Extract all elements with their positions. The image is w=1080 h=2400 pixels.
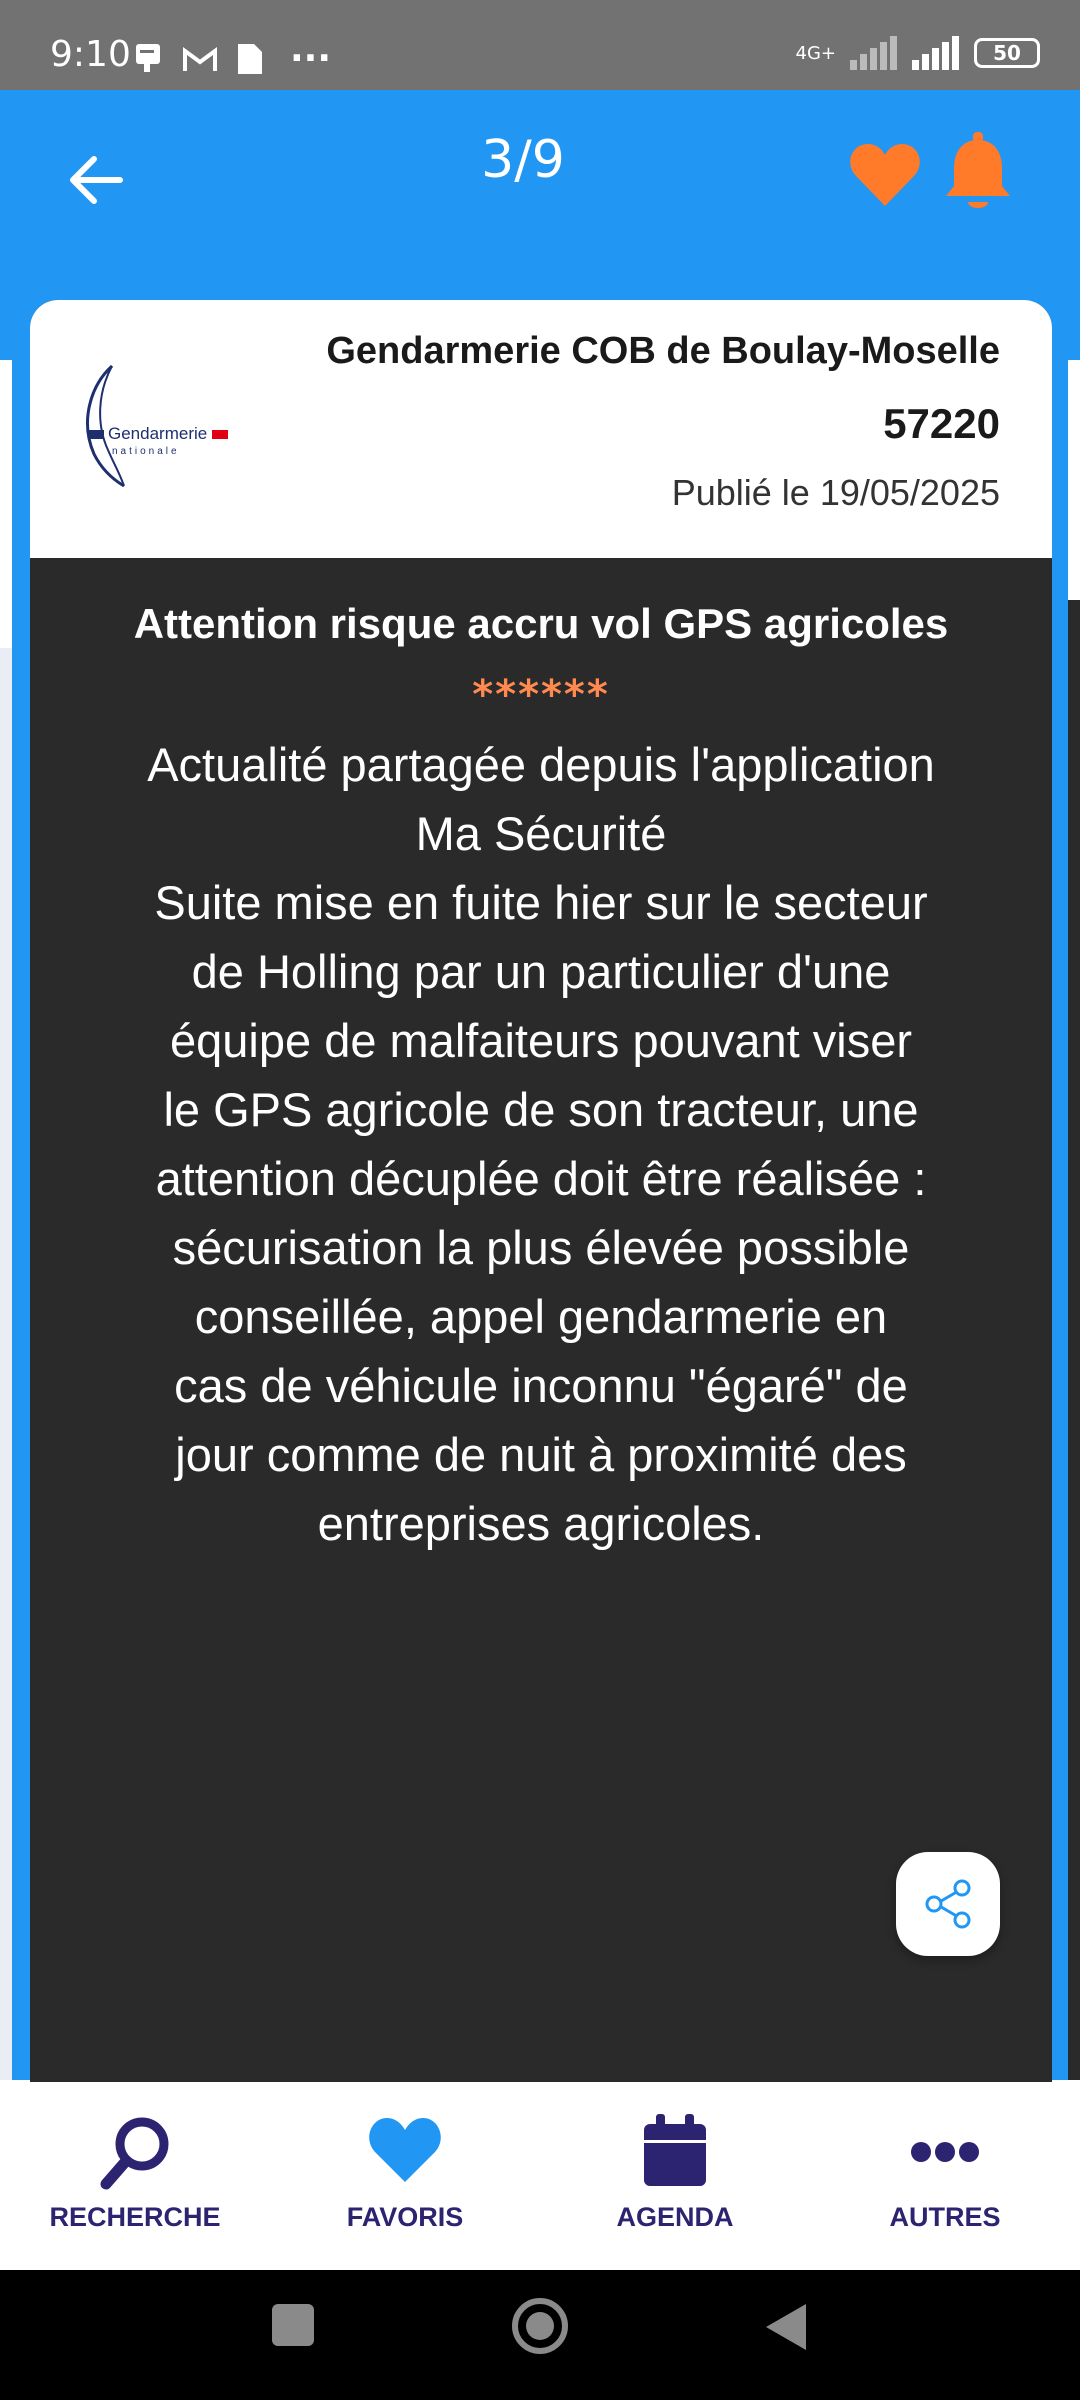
- share-icon: [922, 1878, 974, 1930]
- page-counter: 3/9: [481, 130, 565, 190]
- system-navigation-bar: [0, 2270, 1080, 2400]
- svg-text:nationale: nationale: [112, 446, 180, 457]
- chat-notification-icon: [134, 42, 164, 76]
- published-date: Publié le 19/05/2025: [671, 472, 1000, 513]
- status-indicators: [796, 36, 1040, 70]
- recents-button-icon[interactable]: [270, 2302, 316, 2348]
- search-icon: [96, 2114, 174, 2192]
- nav-label-agenda: AGENDA: [616, 2202, 734, 2232]
- file-icon: [236, 42, 264, 76]
- heart-icon: [367, 2114, 443, 2186]
- calendar-icon: [642, 2114, 708, 2188]
- previous-card-body-peek: [0, 648, 12, 2080]
- next-card-body-peek: [1068, 600, 1080, 2080]
- svg-text:Gendarmerie: Gendarmerie: [108, 424, 208, 443]
- card-header: [30, 300, 1052, 558]
- nav-autres[interactable]: [810, 2082, 1080, 2270]
- notification-bell-icon[interactable]: [940, 130, 1016, 216]
- postal-code: 57220: [883, 400, 1000, 447]
- organization-name: Gendarmerie COB de Boulay-Moselle: [326, 330, 1000, 372]
- favorite-heart-icon[interactable]: [848, 138, 922, 212]
- status-bar: [0, 0, 1080, 90]
- home-button-icon[interactable]: [510, 2296, 570, 2356]
- nav-favoris[interactable]: [270, 2082, 540, 2270]
- article-title: Attention risque accru vol GPS agricoles: [133, 600, 949, 647]
- status-time: 9:10: [50, 34, 131, 75]
- bottom-navigation: [0, 2082, 1080, 2270]
- nav-label-autres: AUTRES: [889, 2202, 1001, 2232]
- nav-agenda[interactable]: [540, 2082, 810, 2270]
- separator-stars: ******: [472, 672, 610, 718]
- network-type: 4G+: [795, 42, 836, 64]
- gendarmerie-logo: [78, 362, 238, 492]
- nav-recherche[interactable]: [0, 2082, 270, 2270]
- news-card: [30, 300, 1052, 2090]
- battery-indicator: 50: [974, 38, 1040, 68]
- more-icon: [909, 2114, 981, 2186]
- signal-icon-2: [912, 36, 960, 70]
- back-button-icon[interactable]: [762, 2302, 808, 2352]
- nav-label-recherche: RECHERCHE: [49, 2202, 221, 2232]
- nav-label-favoris: FAVORIS: [346, 2202, 464, 2232]
- more-notifications-icon: ···: [290, 38, 332, 79]
- gmail-icon: [182, 45, 218, 73]
- status-notification-icons: [134, 38, 331, 79]
- signal-icon: [850, 36, 898, 70]
- share-button[interactable]: [896, 1852, 1000, 1956]
- next-card-peek[interactable]: [1068, 360, 1080, 600]
- article-body: Actualité partagée depuis l'application Ma Sécurité Suite mise en fuite hier sur le secteur de Holling par un particulier d'une équipe de malfaiteurs pouvant viser le GPS agricole de son tracteur, une attention décuplée doit être réalisée : sécurisation la plus élevée possible conseillée, appel gendarmerie en cas de véhicule inconnu "égaré" de jour comme de nuit à proximité des entreprises agricoles.: [147, 738, 935, 1550]
